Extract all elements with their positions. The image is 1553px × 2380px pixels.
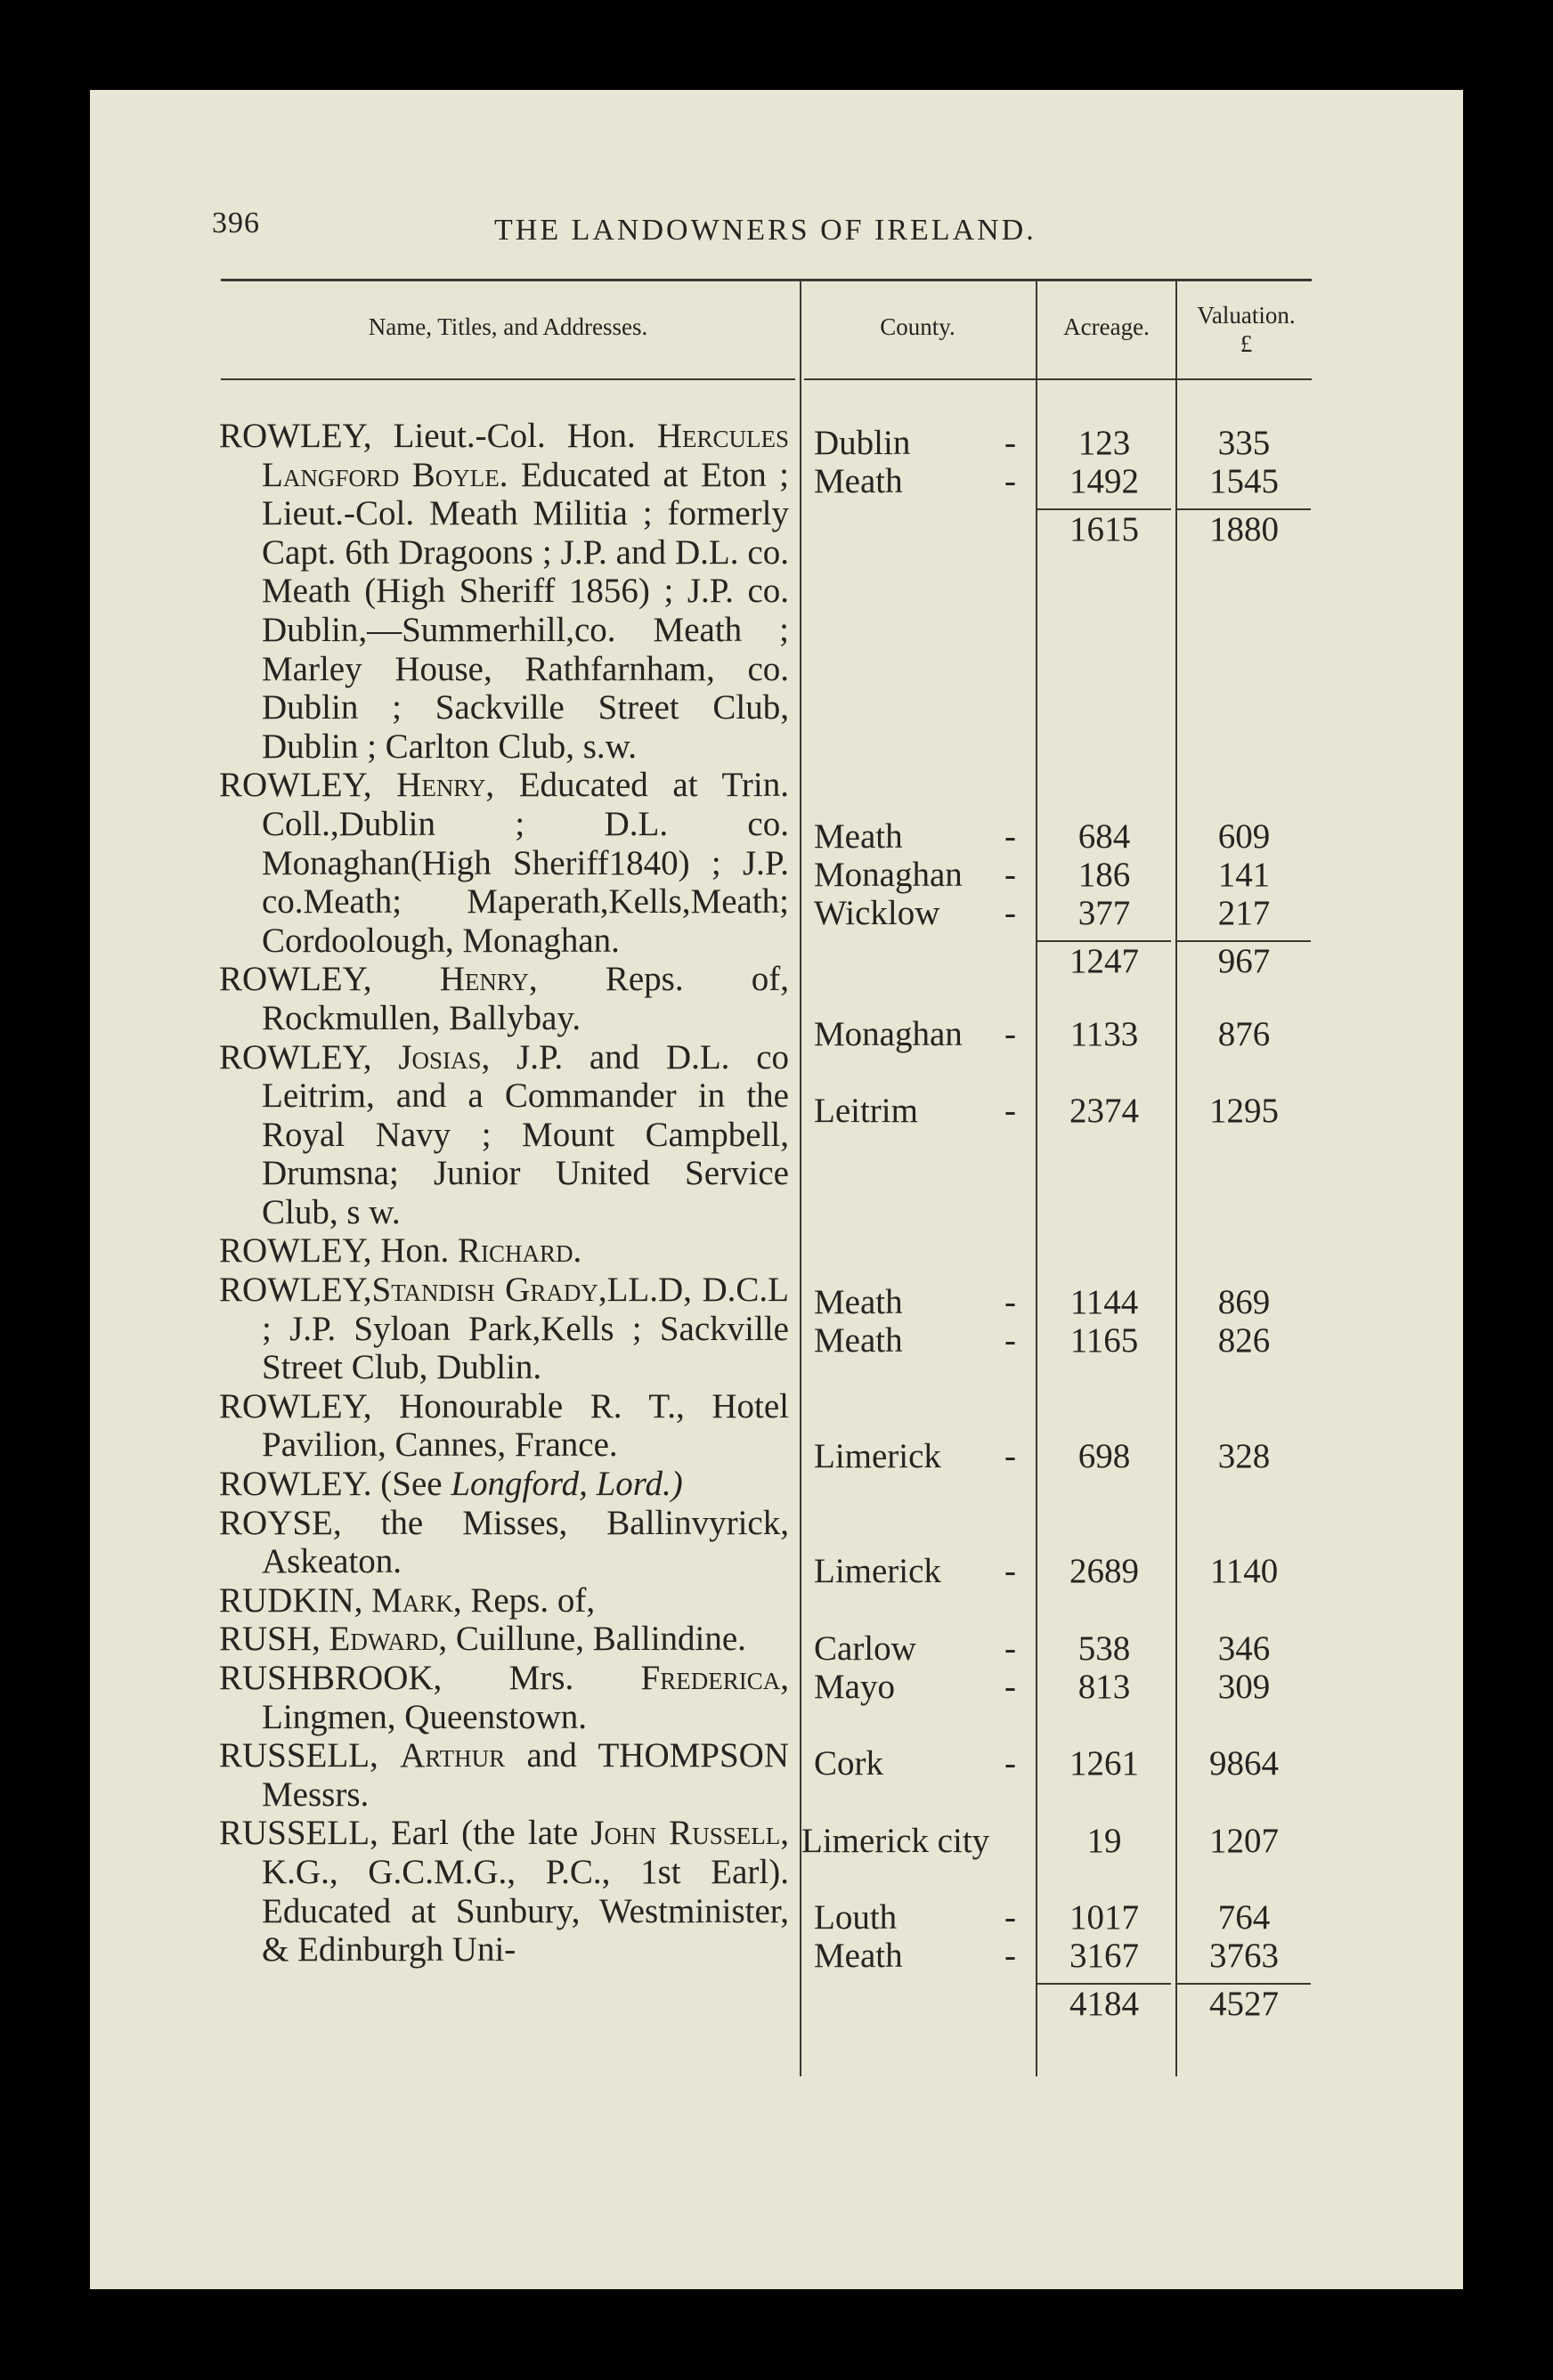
- entry-rest: Hon.: [371, 1231, 458, 1271]
- valuation-cell: 826: [1217, 1321, 1271, 1360]
- entry-surname: ROWLEY,: [219, 766, 372, 805]
- entry-surname: ROWLEY.: [219, 1465, 372, 1504]
- leader-dash: -: [1004, 1321, 1016, 1360]
- valuation-cell: 967: [1177, 940, 1311, 981]
- header-rule-name: [221, 378, 795, 380]
- entry-rest: [321, 1620, 329, 1658]
- header-rule-values: [804, 378, 1312, 380]
- entry-sc: Hercules Langford Boyle.: [262, 417, 789, 494]
- entry-sc: John Russell,: [590, 1814, 789, 1853]
- column-rule-3: [1175, 281, 1177, 2076]
- county-cell: Limerick city: [801, 1822, 990, 1860]
- entry-sc: Mark,: [371, 1580, 462, 1620]
- valuation-cell: 3763: [1209, 1937, 1279, 1975]
- column-rule-2: [1036, 281, 1037, 2076]
- entry: [219, 1620, 789, 1659]
- entry-surname: ROWLEY,: [219, 417, 372, 455]
- acreage-cell: 1247: [1037, 940, 1171, 981]
- entry-surname: RUSHBROOK,: [219, 1659, 443, 1697]
- entry-sc: Frederica,: [640, 1659, 789, 1697]
- entry-text: Cuillune, Ballindine.: [447, 1620, 746, 1659]
- header-valuation-label: Valuation.: [1197, 302, 1296, 329]
- valuation-cell: 1880: [1177, 508, 1311, 549]
- acreage-cell: 2374: [1069, 1092, 1139, 1130]
- acreage-cell: 1492: [1069, 462, 1139, 500]
- entry-rest: [372, 1038, 399, 1076]
- header-acreage: Acreage.: [1063, 313, 1150, 340]
- entry-surname: ROWLEY,: [219, 1271, 372, 1310]
- leader-dash: -: [1004, 1552, 1016, 1590]
- entry: [219, 1387, 789, 1465]
- entry-sc: Henry,: [439, 960, 538, 999]
- header-valuation-unit: £: [1240, 330, 1253, 357]
- leader-dash: -: [1004, 1437, 1016, 1475]
- entry: [219, 1736, 789, 1814]
- acreage-cell: 698: [1077, 1437, 1131, 1475]
- entry-surname: ROWLEY,: [219, 1037, 372, 1076]
- entry: [219, 417, 789, 766]
- leader-dash: -: [1004, 894, 1016, 932]
- leader-dash: -: [1004, 1283, 1016, 1321]
- acreage-cell: 1615: [1037, 508, 1171, 549]
- county-cell: Meath: [814, 1283, 903, 1321]
- leader-dash: -: [1004, 1937, 1016, 1975]
- valuation-cell: 609: [1217, 817, 1271, 856]
- valuation-cell: 141: [1217, 856, 1271, 894]
- county-cell: Meath: [814, 817, 903, 856]
- entry-text: Educated at Trin. Coll.,Dublin ; D.L. co. Monaghan(High Sheriff1840) ; J.P. co.Meath; Maperath,Kells,Meath; Cordoolough, Monaghan.: [262, 766, 789, 960]
- acreage-cell: 1017: [1069, 1898, 1139, 1937]
- entry-surname: RUSSELL,: [219, 1736, 378, 1775]
- county-cell: Wicklow: [814, 894, 940, 932]
- header-valuation: [1177, 301, 1315, 358]
- entry-rest: [362, 1581, 371, 1620]
- valuation-cell: 4527: [1177, 1983, 1311, 2024]
- acreage-cell: 186: [1077, 856, 1131, 894]
- county-cell: Monaghan: [814, 856, 963, 894]
- entry-rest: the Misses, Ballinvyrick, Askeaton.: [262, 1503, 789, 1581]
- leader-dash: -: [1004, 856, 1016, 894]
- valuation-cell: 1140: [1209, 1552, 1279, 1590]
- acreage-cell: 1144: [1069, 1283, 1139, 1321]
- entry-rest: (See: [371, 1465, 451, 1504]
- entry-text: Longford, Lord.): [451, 1465, 683, 1504]
- valuation-cell: 1207: [1209, 1822, 1279, 1860]
- county-cell: Dublin: [814, 424, 911, 462]
- top-rule: [221, 279, 1312, 281]
- acreage-cell: 377: [1077, 894, 1131, 932]
- valuation-cell: 328: [1217, 1437, 1271, 1475]
- entry-sc: Edward,: [329, 1620, 448, 1659]
- county-cell: Cork: [814, 1744, 883, 1783]
- entry: [219, 766, 789, 960]
- acreage-cell: 4184: [1037, 1983, 1171, 2024]
- entry: [219, 960, 789, 1037]
- valuation-cell: 309: [1217, 1668, 1271, 1706]
- entry-surname: ROWLEY,: [219, 1386, 372, 1426]
- entry-surname: ROYSE,: [219, 1503, 342, 1542]
- entry-text: Reps. of,: [461, 1580, 596, 1620]
- entry-rest: [378, 1736, 400, 1775]
- acreage-cell: 19: [1086, 1822, 1122, 1860]
- entry: [219, 1659, 789, 1736]
- leader-dash: -: [1004, 462, 1016, 500]
- county-cell: Limerick: [814, 1552, 941, 1590]
- entry-surname: RUSH,: [219, 1620, 321, 1659]
- entry: [219, 1465, 789, 1504]
- acreage-cell: 1261: [1069, 1744, 1139, 1783]
- entry-rest: Mrs.: [442, 1659, 641, 1697]
- running-head: THE LANDOWNERS OF IRELAND.: [494, 214, 1037, 247]
- entry-text: Educated at Eton ; Lieut.-Col. Meath Militia ; formerly Capt. 6th Dragoons ; J.P. and D.L. co. Meath (High Sheriff 1856) ; J.P. co. Dublin,—Summerhill,co. Meath ; Marley House, Rathfarnham, co. Dublin ; Sackville Street Club, Dublin ; Carlton Club, s.w.: [262, 455, 789, 766]
- entry: [219, 1504, 789, 1581]
- header-county: County.: [880, 313, 955, 340]
- county-cell: Limerick: [814, 1437, 941, 1475]
- valuation-cell: 9864: [1209, 1744, 1279, 1783]
- entry-rest: Earl (the late: [378, 1814, 591, 1853]
- entry: [219, 1271, 789, 1387]
- acreage-cell: 684: [1077, 817, 1131, 856]
- leader-dash: -: [1004, 817, 1016, 856]
- entry-text: J.P. and D.L. co Leitrim, and a Commander in the Royal Navy ; Mount Campbell, Drumsna; Junior United Service Club, s w.: [262, 1037, 790, 1231]
- entry-text: Reps. of, Rockmullen, Ballybay.: [262, 960, 789, 1037]
- county-cell: Leitrim: [814, 1092, 918, 1130]
- leader-dash: -: [1004, 1898, 1016, 1937]
- leader-dash: -: [1004, 1092, 1016, 1130]
- valuation-cell: 1295: [1209, 1092, 1279, 1130]
- leader-dash: -: [1004, 1629, 1016, 1668]
- entry-sc: Henry,: [396, 766, 495, 805]
- leader-dash: -: [1004, 1668, 1016, 1706]
- county-cell: Meath: [814, 1321, 903, 1360]
- entry-rest: Honourable R. T., Hotel Pavilion, Cannes, France.: [262, 1386, 789, 1465]
- entry-text: and THOMPSON Messrs.: [262, 1736, 789, 1814]
- entry-rest: [372, 960, 440, 998]
- leader-dash: -: [1004, 424, 1016, 462]
- county-cell: Meath: [814, 1937, 903, 1975]
- valuation-cell: 764: [1217, 1898, 1271, 1937]
- valuation-cell: 1545: [1209, 462, 1279, 500]
- entry-text: Lingmen, Queenstown.: [262, 1697, 588, 1736]
- header-name: Name, Titles, and Addresses.: [368, 313, 648, 340]
- county-cell: Carlow: [814, 1629, 916, 1668]
- acreage-cell: 3167: [1069, 1937, 1139, 1975]
- entry-surname: ROWLEY,: [219, 1231, 372, 1271]
- entry-rest: [372, 766, 397, 804]
- entry-sc: Arthur: [400, 1736, 506, 1775]
- entry-sc: Richard.: [457, 1231, 582, 1271]
- valuation-cell: 346: [1217, 1629, 1271, 1668]
- acreage-cell: 1133: [1069, 1015, 1139, 1053]
- entry-sc: Standish Grady,: [371, 1271, 607, 1310]
- entry: [219, 1814, 789, 1969]
- entry-sc: Josias,: [398, 1037, 491, 1076]
- entry-text: K.G., G.C.M.G., P.C., 1st Earl). Educated at Sunbury, Westminister, & Edinburgh Uni-: [262, 1852, 789, 1970]
- leader-dash: -: [1004, 1015, 1016, 1053]
- county-cell: Louth: [814, 1898, 898, 1937]
- entry: [219, 1231, 789, 1271]
- entry-surname: RUDKIN,: [219, 1580, 363, 1620]
- entry-surname: RUSSELL,: [219, 1814, 378, 1853]
- acreage-cell: 123: [1077, 424, 1131, 462]
- entries-column: [219, 417, 789, 1970]
- leader-dash: -: [1004, 1744, 1016, 1783]
- column-rule-1: [800, 281, 801, 2076]
- acreage-cell: 1165: [1069, 1321, 1139, 1360]
- acreage-cell: 813: [1077, 1668, 1131, 1706]
- entry-surname: ROWLEY,: [219, 960, 372, 999]
- entry: [219, 1038, 789, 1232]
- county-cell: Monaghan: [814, 1015, 963, 1053]
- valuation-cell: 876: [1217, 1015, 1271, 1053]
- valuation-cell: 335: [1217, 424, 1271, 462]
- entry: [219, 1581, 789, 1621]
- entry-text: LL.D, D.C.L ; J.P. Syloan Park,Kells ; Sackville Street Club, Dublin.: [262, 1271, 789, 1387]
- valuation-cell: 217: [1217, 894, 1271, 932]
- page-number: 396: [212, 207, 260, 240]
- county-cell: Meath: [814, 462, 903, 500]
- acreage-cell: 2689: [1069, 1552, 1139, 1590]
- entry-rest: Lieut.-Col. Hon.: [371, 417, 657, 455]
- valuation-cell: 869: [1217, 1283, 1271, 1321]
- county-cell: Mayo: [814, 1668, 895, 1706]
- acreage-cell: 538: [1077, 1629, 1131, 1668]
